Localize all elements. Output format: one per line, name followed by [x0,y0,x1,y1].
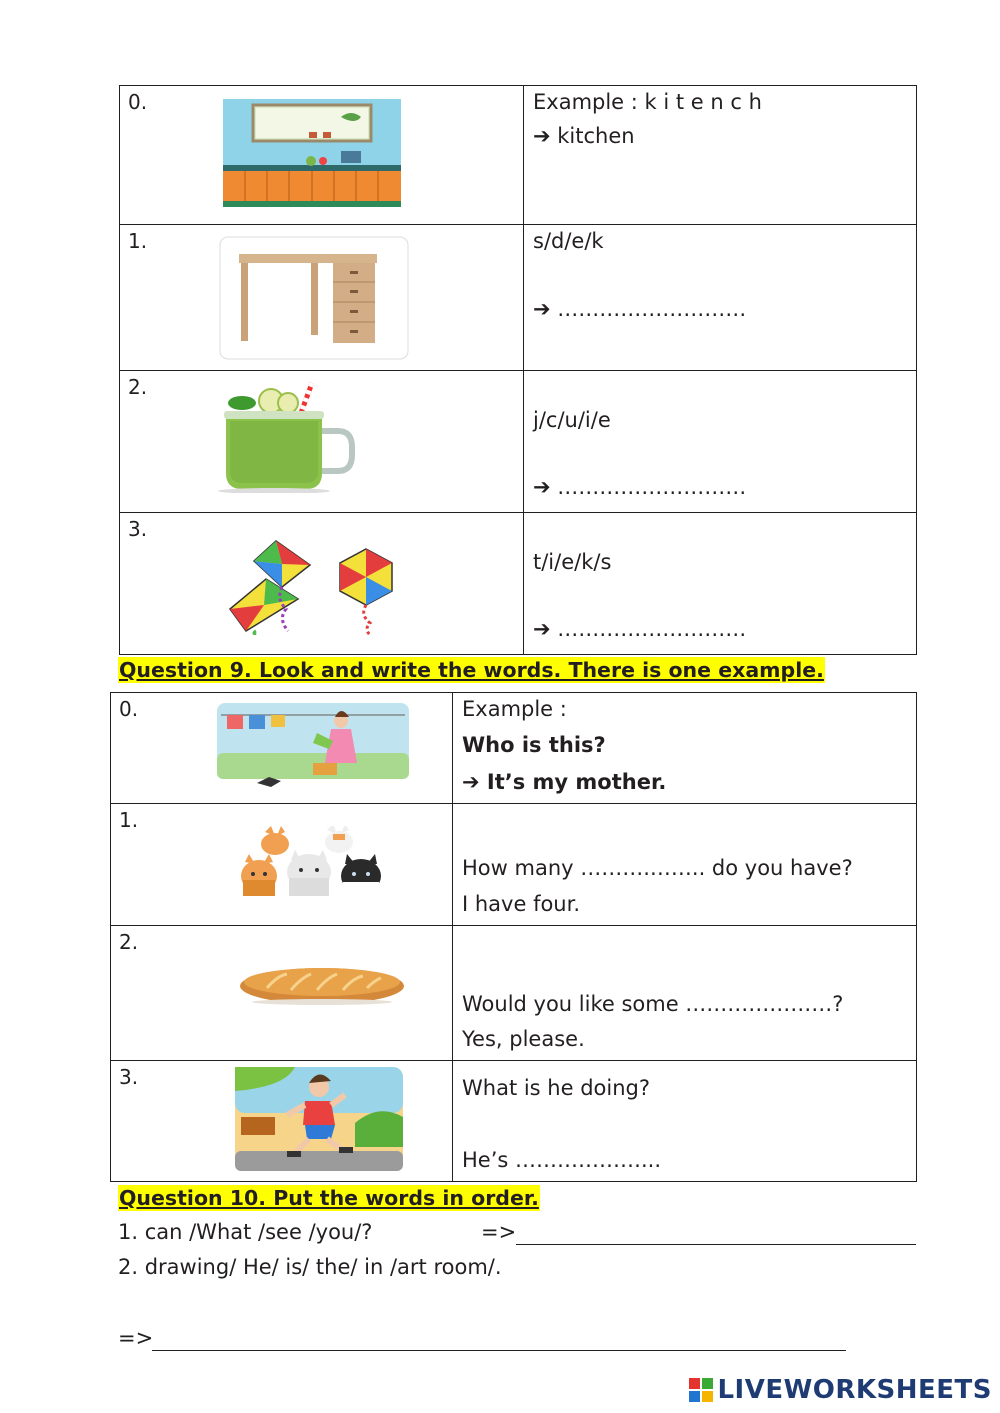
row-number: 1. [119,808,139,832]
answer-line-1[interactable] [516,1224,916,1245]
answer-cell [524,86,917,225]
table-row [111,693,917,804]
answer-cell [453,1061,917,1182]
answer-blank[interactable]: ➔ ……………………… [533,297,747,321]
table-row [120,86,917,225]
example-label: Example : [462,697,567,721]
question-text: What is he doing? [462,1076,651,1100]
desk-picture [219,236,409,360]
row-number: 0. [128,90,148,114]
scrambled-word: t/i/e/k/s [533,550,612,574]
table-row [120,371,917,513]
kitchen-picture [223,99,401,207]
answer-cell [524,371,917,513]
answer-cell [453,926,917,1061]
picture-cell [111,926,453,1061]
logo-text: LIVEWORKSHEETS [717,1375,992,1405]
picture-cell [111,1061,453,1182]
juice-picture [216,381,366,493]
mother-laundry-picture [217,703,409,787]
picture-cell [120,513,524,655]
row-number: 1. [128,229,148,253]
answer-cell [524,513,917,655]
picture-cell [111,693,453,804]
order-item-2: 2. drawing/ He/ is/ the/ in /art room/. [118,1255,502,1279]
answer-blank[interactable]: ➔ ……………………… [533,617,747,641]
example-answer: ➔ It’s my mother. [462,770,667,794]
table-row [111,926,917,1061]
answer-text: Yes, please. [462,1027,585,1051]
row-number: 0. [119,697,139,721]
row-number: 3. [128,517,148,541]
look-and-write-table [110,692,917,1182]
question-text[interactable]: Would you like some …………………? [462,992,844,1016]
row-number: 2. [128,375,148,399]
bread-picture [239,962,405,1006]
answer-cell [453,693,917,804]
table-row [111,804,917,926]
table-row [120,225,917,371]
example-answer: ➔ kitchen [533,124,635,148]
question-10-title: Question 10. Put the words in order. [119,1186,539,1210]
question-text[interactable]: How many ……….…….. do you have? [462,856,853,880]
kites-picture [226,539,402,635]
liveworksheets-logo [689,1375,992,1405]
cats-picture [239,826,385,896]
picture-cell [120,225,524,371]
picture-cell [111,804,453,926]
order-item-1-arrow: => [481,1220,517,1244]
table-row [120,513,917,655]
logo-icon [689,1378,713,1402]
answer-blank[interactable]: He’s ………………... [462,1148,662,1172]
order-item-2-arrow: => [118,1326,154,1350]
unscramble-table [119,85,917,655]
table-row [111,1061,917,1182]
row-number: 3. [119,1065,139,1089]
answer-line-2[interactable] [152,1330,846,1351]
question-9-title: Question 9. Look and write the words. There is one example. [119,658,824,682]
picture-cell [120,86,524,225]
example-scrambled: Example : k i t e n c h [533,90,762,114]
answer-text: I have four. [462,892,581,916]
order-item-1: 1. can /What /see /you/? [118,1220,373,1244]
row-number: 2. [119,930,139,954]
answer-cell [453,804,917,926]
example-question: Who is this? [462,733,606,757]
answer-blank[interactable]: ➔ ……………………… [533,475,747,499]
boy-running-picture [235,1067,403,1171]
answer-cell [524,225,917,371]
picture-cell [120,371,524,513]
scrambled-word: s/d/e/k [533,229,604,253]
scrambled-word: j/c/u/i/e [533,408,611,432]
